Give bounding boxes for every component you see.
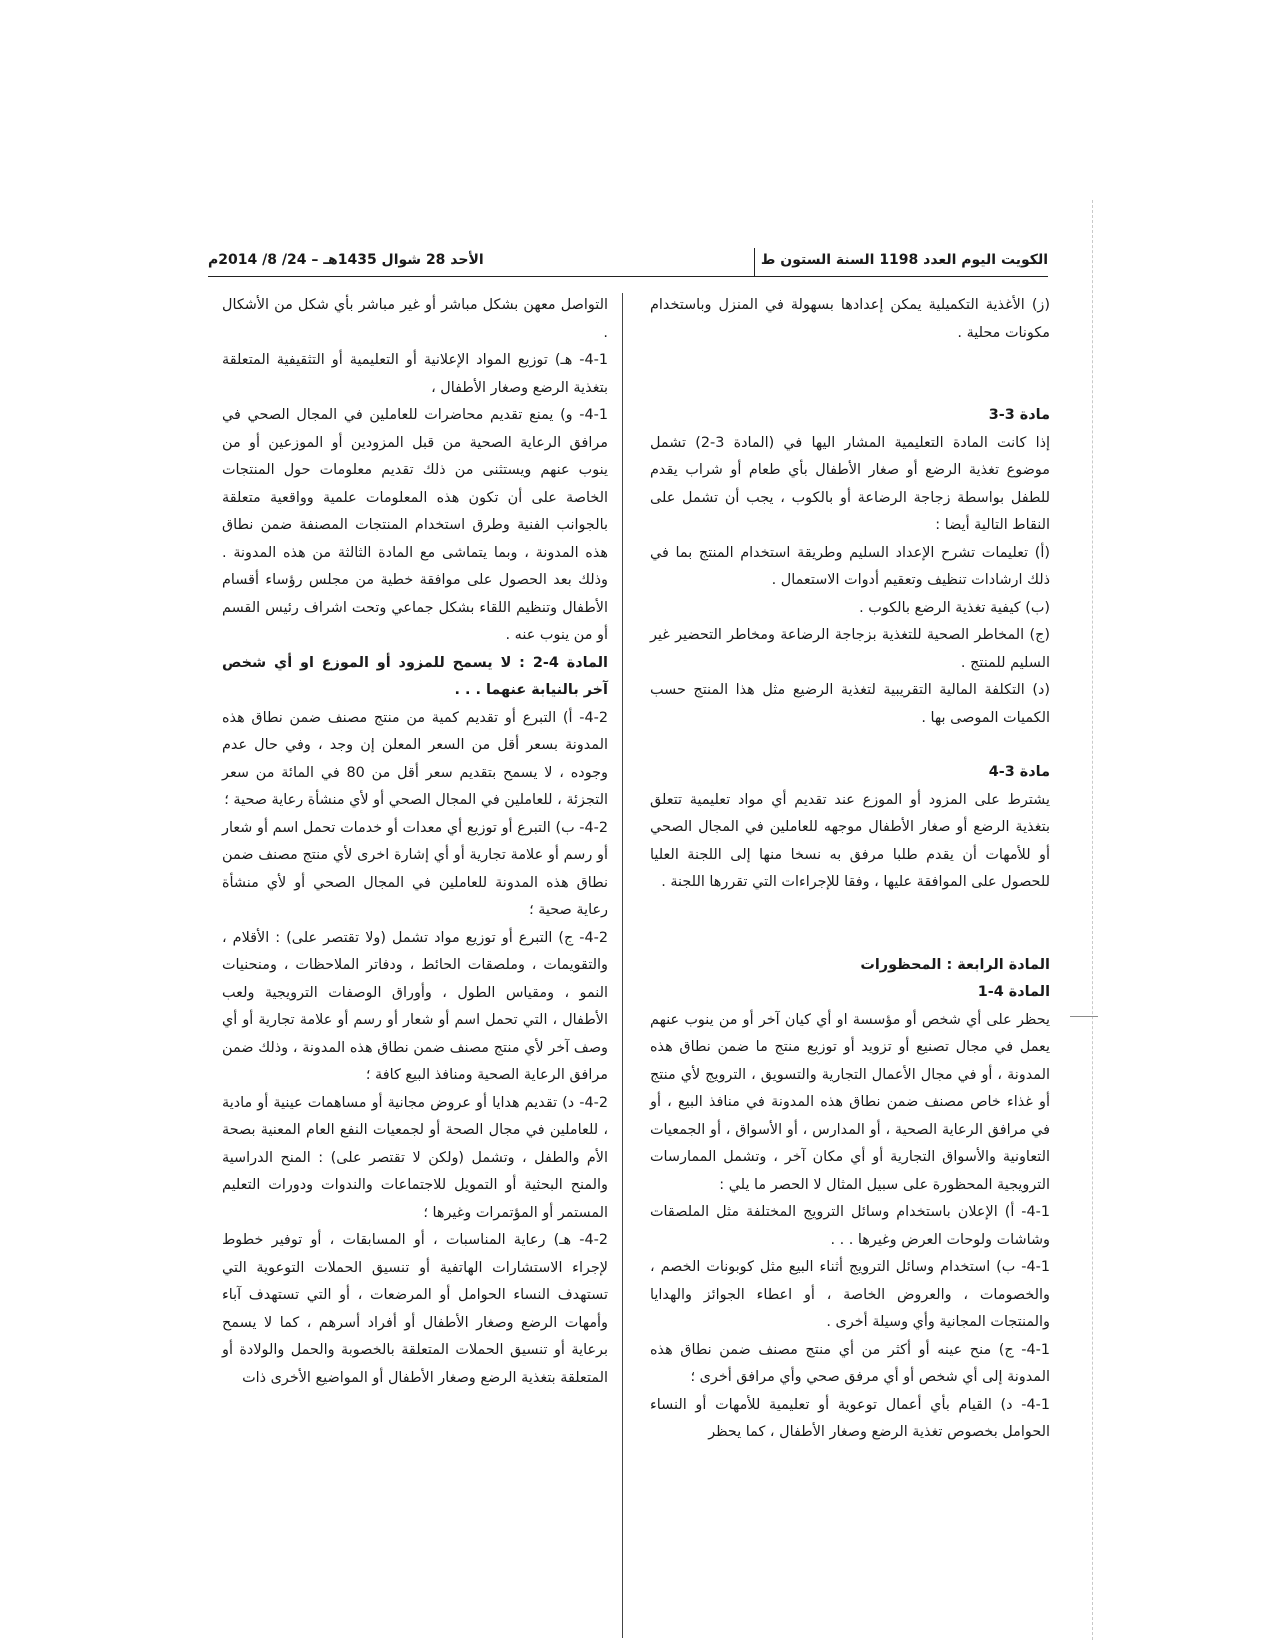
paragraph-4-2-b: 4-2- ب) التبرع أو توزيع أي معدات أو خدمات تحمل اسم أو شعار أو رسم أو علامة تجارية أو أي إشارة اخرى لأي منتج مصنف ضمن نطاق هذه المدونة للعاملين في المجال الصحي أو لأي منشأة رعاية صحية ؛: [222, 819, 608, 918]
item-a: (أ) تعليمات تشرح الإعداد السليم وطريقة استخدام المنتج بما في ذلك ارشادات تنظيف وتعقيم أدوات الاستعمال .: [650, 544, 1050, 588]
paragraph-4-1-a: 4-1- أ) الإعلان باستخدام وسائل الترويج المختلفة مثل الملصقات وشاشات ولوحات العرض وغيرها . . .: [650, 1204, 1050, 1248]
heading-article-3-4: مادة 3-4: [988, 764, 1050, 780]
margin-mark: [1070, 1016, 1098, 1017]
paragraph-4-1-c: 4-1- ج) منح عينه أو أكثر من أي منتج مصنف ضمن نطاق هذه المدونة إلى أي شخص أو أي مرفق صحي وأي مرافق أخرى ؛: [650, 1341, 1050, 1385]
item-c: (ج) المخاطر الصحية للتغذية بزجاجة الرضاعة ومخاطر التحضير غير السليم للمنتج .: [650, 627, 1050, 671]
heading-article-4-prohibitions: المادة الرابعة : المحظورات: [860, 956, 1050, 973]
column-divider: [622, 293, 623, 1638]
paragraph-article-4-1: يحظر على أي شخص أو مؤسسة او أي كيان آخر أو من ينوب عنهم يعمل في مجال تصنيع أو تزويد أو توزيع منتج ما ضمن نطاق هذه المدونة ، أو في مجال الأعمال التجارية والتسويق ، الترويج لأي منتج أو غذاء خاص مصنف ضمن نطاق هذه المدونة في منافذ البيع ، أو في مرافق الرعاية الصحية ، أو المدارس ، أو الأسواق ، أو الجمعيات التعاونية والأسواق التجارية أو أي مكان آخر ، وتشمل الممارسات الترويجية المحظورة على سبيل المثال لا الحصر ما يلي :: [650, 1011, 1050, 1193]
item-d: (د) التكلفة المالية التقريبية لتغذية الرضيع مثل هذا المنتج حسب الكميات الموصى بها .: [650, 682, 1050, 726]
page-header: [208, 248, 1048, 277]
paragraph-complementary-foods: (ز) الأغذية التكميلية يمكن إعدادها بسهولة في المنزل وباستخدام مكونات محلية .: [650, 297, 1050, 341]
paragraph-4-2-c: 4-2- ج) التبرع أو توزيع مواد تشمل (ولا تقتصر على) : الأقلام ، والتقويمات ، وملصقات الحائط ، ودفاتر الملاحظات ، ومنحنيات النمو ، ومقياس الطول ، وأوراق الوصفات الترويجية ولعب الأطفال ، التي تحمل اسم أو شعار أو رسم أو علامة تجارية أو أي وصف آخر لأي منتج مصنف ضمن نطاق هذه المدونة ، وذلك ضمن مرافق الرعاية الصحية ومنافذ البيع كافة ؛: [222, 929, 608, 1083]
paragraph-4-2-e: 4-2- هـ) رعاية المناسبات ، أو المسابقات ، أو توفير خطوط لإجراء الاستشارات الهاتفية أو تنسيق الحملات التوعوية التي تستهدف النساء الحوامل أو المرضعات ، أو التي تستهدف آباء وأمهات الرضع وصغار الأطفال أو أفراد أسرهم ، كما لا يسمح برعاية أو تنسيق الحملات المتعلقة بالخصوبة والحمل والولادة أو المتعلقة بتغذية الرضع وصغار الأطفال أو المواضيع الأخرى ذات: [222, 1232, 608, 1386]
header-date: الأحد 28 شوال 1435هـ – 24/ 8/ 2014م: [208, 252, 484, 268]
header-divider: [754, 248, 755, 276]
page-edge-line: [1092, 200, 1094, 1640]
heading-article-3-3: مادة 3-3: [988, 407, 1050, 423]
header-publication-info: الكويت اليوم العدد 1198 السنة الستون ط: [760, 252, 1048, 268]
paragraph-4-1-f: 4-1- و) يمنع تقديم محاضرات للعاملين في المجال الصحي في مرافق الرعاية الصحية من قبل المزودين أو الموزعين أو من ينوب عنهم ويستثنى من ذلك تقديم معلومات حول المنتجات الخاصة على أن تكون هذه المعلومات علمية وواقعية متعلقة بالجوانب الفنية وطرق استخدام المنتجات المصنفة ضمن نطاق هذه المدونة ، وبما يتماشى مع المادة الثالثة من هذه المدونة . وذلك بعد الحصول على موافقة خطية من مجلس رؤساء أقسام الأطفال وتنظيم اللقاء بشكل جماعي وتحت اشراف رئيس القسم أو من ينوب عنه .: [222, 407, 608, 643]
paragraph-4-1-b: 4-1- ب) استخدام وسائل الترويج أثناء البيع مثل كوبونات الخصم ، والخصومات ، والعروض الخاصة ، أو اعطاء الجوائز والهدايا والمنتجات المجانية وأي وسيلة أخرى .: [650, 1259, 1050, 1330]
paragraph-4-1-e: 4-1- هـ) توزيع المواد الإعلانية أو التعليمية أو التثقيفية المتعلقة بتغذية الرضع وصغار الأطفال ،: [222, 352, 608, 396]
item-b: (ب) كيفية تغذية الرضع بالكوب .: [859, 599, 1050, 616]
paragraph-4-2-d: 4-2- د) تقديم هدايا أو عروض مجانية أو مساهمات عينية أو مادية ، للعاملين في مجال الصحة أو لجمعيات النفع العام المعنية بصحة الأم والطفل ، وتشمل (ولكن لا تقتصر على) : المنح الدراسية والمنح البحثية أو التمويل للاجتماعات والندوات ودورات التعليم المستمر أو المؤتمرات وغيرها ؛: [222, 1094, 608, 1221]
paragraph-article-3-3: إذا كانت المادة التعليمية المشار اليها في (المادة 3-2) تشمل موضوع تغذية الرضع أو صغار الأطفال بأي طعام أو شراب يقدم للطفل بواسطة زجاجة الرضاعة أو بالكوب ، يجب أن تشمل على النقاط التالية أيضا :: [650, 434, 1051, 533]
right-column: [650, 292, 1050, 1447]
left-column: [222, 292, 608, 1392]
heading-article-4-2: المادة 4-2 : لا يسمح للمزود أو الموزع او أي شخص آخر بالنيابة عنهما . . .: [222, 654, 608, 698]
heading-article-4-1: المادة 4-1: [977, 984, 1050, 1000]
paragraph-article-3-4: يشترط على المزود أو الموزع عند تقديم أي مواد تعليمية تتعلق بتغذية الرضع أو صغار الأطفال موجهه للعاملين في المجال الصحي أو للأمهات أن يقدم طلبا مرفق به نسخا منها إلى اللجنة العليا للحصول على الموافقة عليها ، وفقا للإجراءات التي تقررها اللجنة .: [650, 791, 1050, 890]
paragraph-continuation: التواصل معهن بشكل مباشر أو غير مباشر بأي شكل من الأشكال .: [222, 297, 608, 341]
paragraph-4-1-d: 4-1- د) القيام بأي أعمال توعوية أو تعليمية للأمهات أو النساء الحوامل بخصوص تغذية الرضع وصغار الأطفال ، كما يحظر: [650, 1396, 1050, 1440]
paragraph-4-2-a: 4-2- أ) التبرع أو تقديم كمية من منتج مصنف ضمن نطاق هذه المدونة بسعر أقل من السعر المعلن إن وجد ، وفي حال عدم وجوده ، لا يسمح بتقديم سعر أقل من 80 في المائة من سعر التجزئة ، للعاملين في المجال الصحي أو لأي منشأة رعاية صحية ؛: [222, 709, 608, 808]
